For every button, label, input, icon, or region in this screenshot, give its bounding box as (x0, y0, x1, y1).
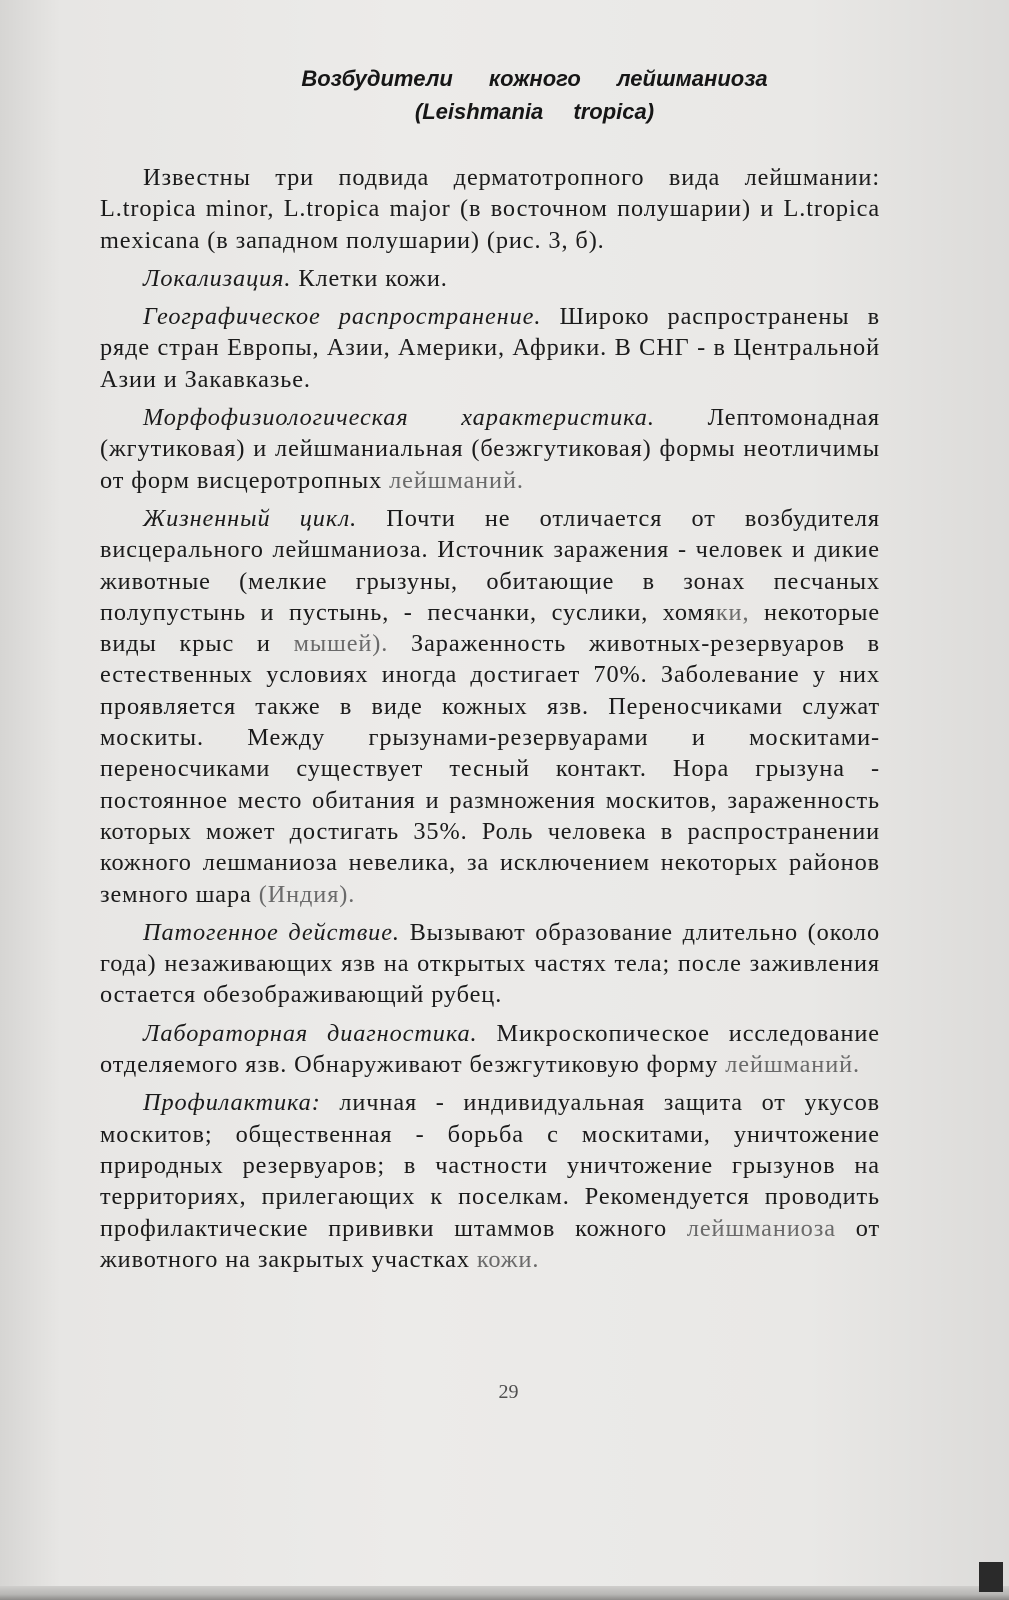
paragraph-morphology (100, 402, 880, 496)
pathogenic-label: Патогенное действие. (143, 918, 400, 946)
morphology-tail: лейшманий. (389, 466, 524, 494)
prophylaxis-text-1: личная - индивидуальная защита от укусов москитов; общественная - борьба с москитами, уничтожение природных резервуаров; в частности уничтожение грызунов на территориях, прилегающих к поселкам. Рекомендуется проводить профилактические прививки штаммов кожного (100, 1089, 881, 1242)
geography-label: Географическое распространение. (143, 303, 542, 331)
lifecycle-text-2: некоторые виды крыс и (100, 598, 881, 658)
lifecycle-text-1: Почти не отличается от возбудителя висцерального лейшманиоза. Источник заражения - человек и дикие животные (мелкие грызуны, обитающие в зонах песчаных полупустынь и пустынь, - песчанки, суслики, хомя (100, 504, 881, 626)
morphology-label: Морфофизиологическая характеристика. (143, 404, 655, 432)
geography-text: Широко распространены в ряде стран Европы, Азии, Америки, Африки. В СНГ - в Центральной Азии и Закавказье. (100, 303, 881, 393)
paragraph-pathogenic (100, 917, 880, 1011)
prophylaxis-faint-1: лейшманиоза (686, 1214, 836, 1242)
paragraph-lifecycle (100, 503, 880, 910)
page-number: 29 (498, 1381, 519, 1403)
lab-label: Лабораторная диагностика. (143, 1019, 478, 1047)
prophylaxis-label: Профилактика: (143, 1089, 321, 1117)
intro-text: Известны три подвида дерматотропного вида лейшмании: L.tropica minor, L.tropica major (в восточном полушарии) и L.tropica mexicana (в западном полушарии) (рис. 3, б). (100, 164, 880, 254)
section-title (0, 62, 1009, 128)
lab-tail: лейшманий. (725, 1051, 860, 1079)
body-text (100, 162, 880, 1275)
localization-label: Локализация. (143, 264, 292, 292)
paragraph-intro (100, 162, 880, 256)
lifecycle-faint-2: мышей). (293, 630, 389, 658)
prophylaxis-text-2: от животного на закрытых участках (100, 1214, 880, 1273)
lifecycle-label: Жизненный цикл. (143, 504, 358, 532)
lab-text: Микроскопическое исследование отделяемого язв. Обнаруживают безжгутиковую форму (100, 1019, 880, 1079)
page-bottom-edge (0, 1586, 1009, 1600)
paragraph-lab (100, 1018, 880, 1081)
scan-corner-mark (979, 1562, 1003, 1592)
prophylaxis-faint-2: кожи. (476, 1245, 540, 1273)
paragraph-geography (100, 301, 880, 395)
pathogenic-text: Вызывают образование длительно (около года) незаживающих язв на открытых частях тела; после заживления остается обезображивающий рубец. (100, 918, 880, 1009)
paragraph-prophylaxis (100, 1087, 880, 1275)
localization-text: Клетки кожи. (298, 264, 448, 292)
lifecycle-text-3: Зараженность животных-резервуаров в естественных условиях иногда достигает 70%. Заболевание у них проявляется также в виде кожных язв. Переносчиками служат москиты. Между грызунами-резервуарами и москитами-переносчиками существует тесный контакт. Нора грызуна - постоянное место обитания и размножения москитов, зараженность которых может достигать 35%. Роль человека в распространении кожного лешманиоза невелика, за исключением некоторых районов земного шара (100, 630, 880, 908)
morphology-text: Лептомонадная (жгутиковая) и лейшманиальная (безжгутиковая) формы неотличимы от форм висцеротропных (100, 404, 880, 494)
lifecycle-faint-1: ки, (715, 598, 750, 626)
title-line-1: Возбудители кожного лейшманиоза (301, 66, 768, 91)
lifecycle-faint-3: (Индия). (258, 880, 356, 908)
paragraph-localization (100, 263, 880, 294)
title-line-2: (Leishmania tropica) (414, 99, 655, 124)
